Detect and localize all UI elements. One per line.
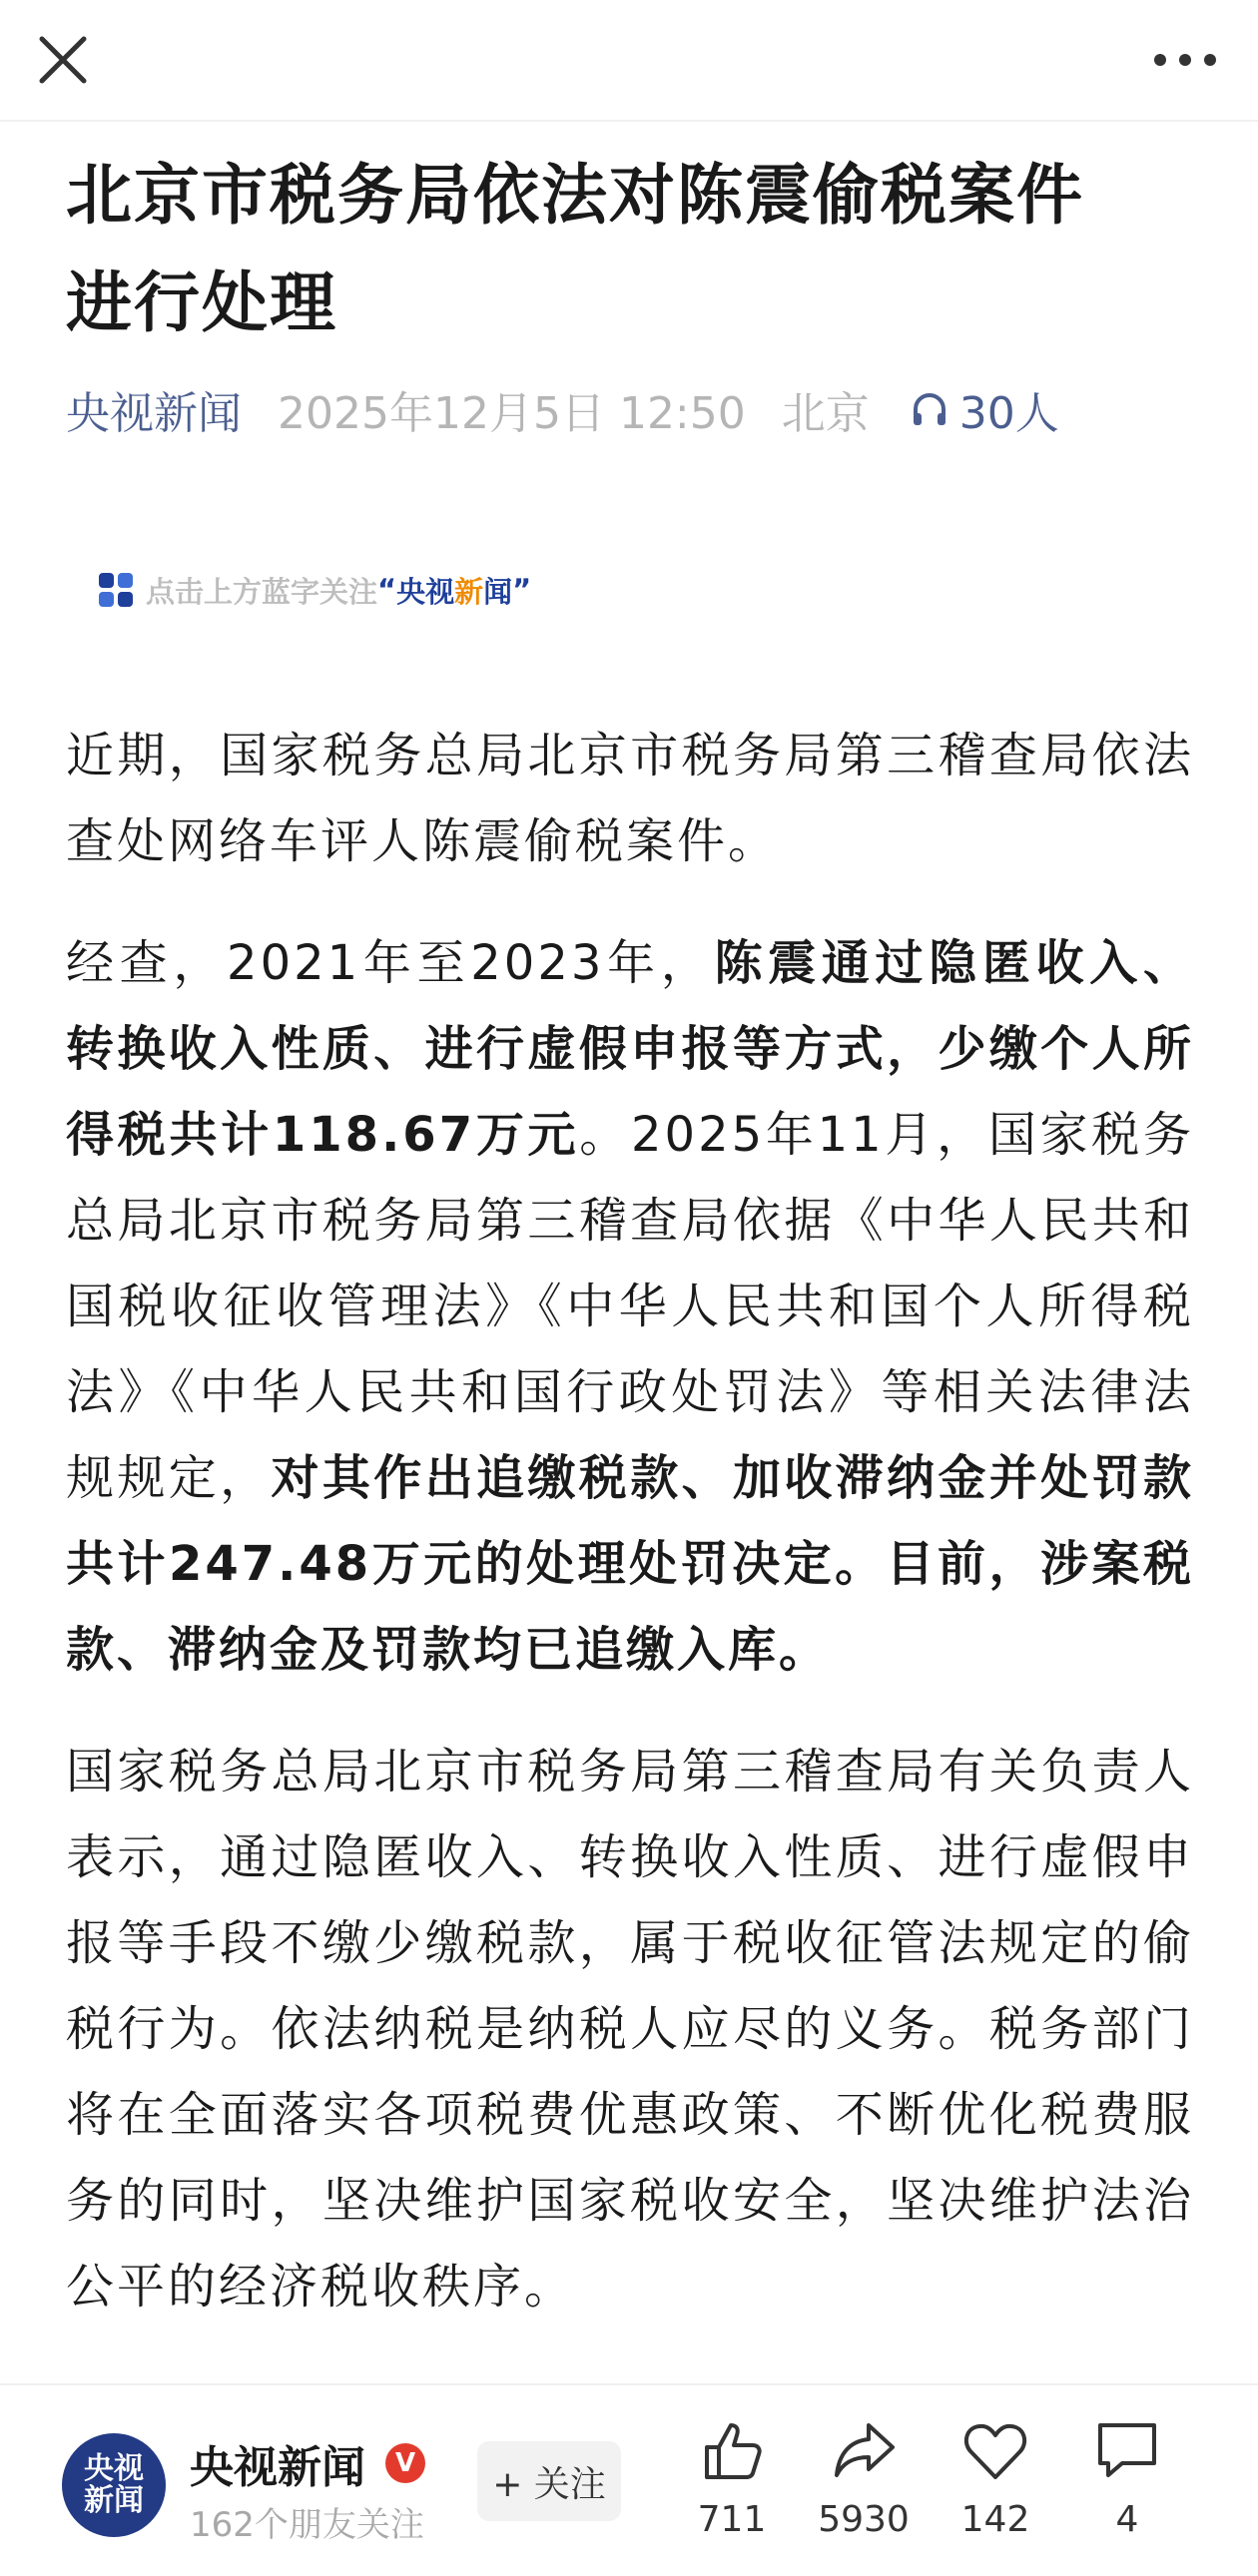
title-line-2: 进行处理 (66, 264, 337, 341)
cctv-logo-icon (96, 570, 136, 610)
favorite-button[interactable] (931, 2415, 1060, 2565)
account-name: 央视新闻 (190, 2442, 365, 2493)
favorite-count: 142 (960, 2499, 1030, 2540)
banner-quote-close: ” (512, 573, 532, 607)
close-icon (28, 25, 98, 95)
share-arrow-icon (829, 2415, 899, 2485)
listen-button[interactable] (910, 377, 1059, 441)
paragraph-3: 国家税务总局北京市税务局第三稽查局有关负责人表示，通过隐匿收入、转换收入性质、进行虚假申报等手段不缴少缴税款，属于税收征管法规定的偷税行为。依法纳税是纳税人应尽的义务。税务部门将在全面落实各项税费优惠政策、不断优化税费服务的同时，坚决维护国家税收安全，坚决维护法治公平的经济税收秩序。 (66, 1744, 1194, 2315)
title-line-1: 北京市税务局依法对陈震偷税案件 (66, 157, 1084, 234)
like-count: 711 (697, 2499, 767, 2540)
banner-brand-c: 闻 (483, 574, 513, 609)
paragraph-2 (66, 920, 1194, 1693)
close-button[interactable] (28, 25, 98, 95)
heart-icon (960, 2415, 1030, 2485)
share-button[interactable] (799, 2415, 929, 2565)
avatar-line-1: 央视 (84, 2451, 144, 2486)
publish-date: 2025年12月5日 12:50 (278, 388, 746, 439)
account-name-row[interactable] (190, 2431, 425, 2495)
source-link[interactable]: 央视新闻 (66, 388, 242, 439)
avatar-line-2: 新闻 (84, 2483, 144, 2518)
listen-count: 30人 (958, 388, 1059, 439)
comment-icon (1092, 2415, 1162, 2485)
follow-banner[interactable] (96, 567, 531, 613)
followers-count: 162个朋友关注 (190, 2505, 424, 2545)
share-count: 5930 (818, 2499, 910, 2540)
comment-count: 4 (1115, 2499, 1139, 2540)
headphones-icon (910, 389, 949, 429)
verified-badge: V (385, 2443, 425, 2483)
bottom-bar (0, 2383, 1258, 2576)
article-meta (66, 374, 1059, 444)
banner-brand-a: 央视 (396, 574, 455, 609)
thumbs-up-icon (697, 2415, 767, 2485)
paragraph-2-text-a: 经查，2021年至2023年， (66, 935, 715, 991)
avatar[interactable] (62, 2433, 166, 2537)
paragraph-2-text-b: 。2025年11月，国家税务总局北京市税务局第三稽查局依据《中华人民共和国税收征收管理法》《中华人民共和国个人所得税法》《中华人民共和国行政处罚法》等相关法律法规规定， (66, 1107, 1194, 1506)
publish-location: 北京 (781, 388, 870, 439)
banner-prefix: 点击上方蓝字关注 (146, 574, 378, 609)
banner-brand-b: 新 (454, 574, 484, 609)
like-button[interactable] (667, 2415, 797, 2565)
paragraph-2-bold-a: 陈震通过隐匿收入、转换收入性质、进行虚假申报等方式，少缴个人所得税共计118.67万元 (66, 935, 1194, 1163)
comment-button[interactable] (1062, 2415, 1192, 2565)
more-dots-icon (1140, 25, 1230, 95)
more-button[interactable] (1140, 25, 1230, 95)
paragraph-1: 近期，国家税务总局北京市税务局第三稽查局依法查处网络车评人陈震偷税案件。 (66, 728, 1194, 869)
article-title (66, 142, 1194, 357)
paragraph-2-bold-b: 对其作出追缴税款、加收滞纳金并处罚款共计247.48万元的处理处罚决定。目前，涉案税款、滞纳金及罚款均已追缴入库。 (66, 1450, 1194, 1678)
article-body (66, 713, 1194, 2365)
follow-button[interactable]: + 关注 (477, 2441, 621, 2521)
top-bar (0, 0, 1258, 122)
banner-quote-open: “ (377, 573, 397, 607)
